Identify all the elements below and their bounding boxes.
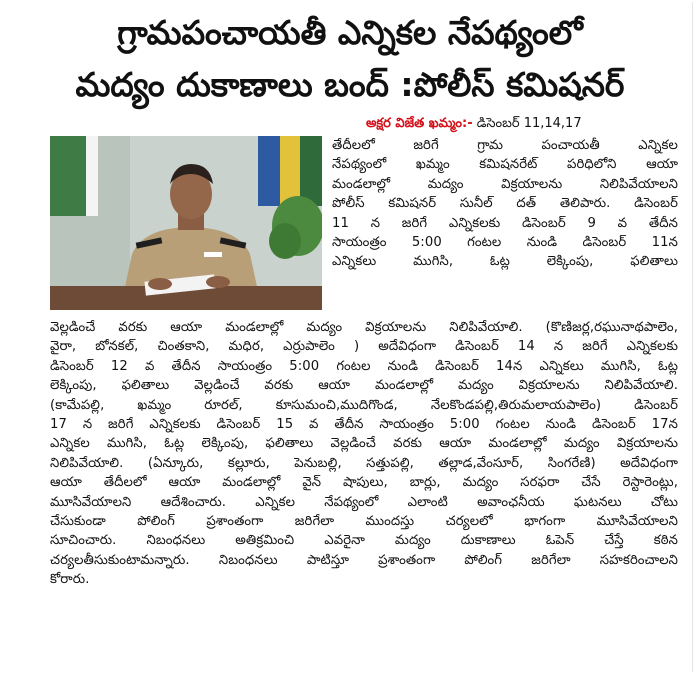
- article-line: నేపథ్యంలో ఖమ్మం కమిషనరేట్ పరిధిలోని ఆయా: [332, 157, 678, 173]
- article-line: 17 న జరిగే ఎన్నికలకు డిసెంబర్ 15 వ తేదీన సాయంత్రం 5:00 గంటల నుండి డిసెంబర్ 17న: [50, 416, 678, 432]
- article-line: తేదీలలో జరిగే గ్రామ పంచాయతీ ఎన్నికల: [332, 138, 678, 153]
- byline-source: అక్షర విజేత ఖమ్మం:-: [366, 116, 473, 131]
- article-line: సూచించారు. నిబంధనలు అతిక్రమించి ఎవరైనా మద్యం దుకాణాలు ఓపెన్ చేస్తే కఠిన: [50, 533, 678, 549]
- article-line: పోలీస్ కమిషనర్ సునీల్ దత్ తెలిపారు. డిసెంబర్: [332, 196, 678, 212]
- byline-lead: డిసెంబర్ 11,14,17: [476, 116, 582, 131]
- article-line: డిసెంబర్ 12 వ తేదీన సాయంత్రం 5:00 గంటల నుండి డిసెంబర్ 14న ఎన్నికలు ముగిసి, ఓట్ల: [50, 358, 678, 374]
- article-line: చర్యలతీసుకుంటామన్నారు. నిబంధనలు పాటిస్తూ ప్రశాంతంగా పోలింగ్ జరిగేలా సహకరించాలని: [50, 552, 678, 568]
- police-commissioner-photo: [50, 136, 322, 310]
- article-body-right-column: [332, 136, 678, 272]
- article-line: చేసుకుండా పోలింగ్ ప్రశాంతంగా జరిగేలా ముందస్తు చర్యలలో భాగంగా మూసివేయాలని: [50, 513, 678, 529]
- article-line: ఆయా తేదీలలో ఆయా మండలాల్లో వైన్ షాపులు, బార్లు, మద్యం సరఫరా చేసే రెస్టారెంట్లు,: [50, 475, 678, 491]
- article-line: (కామేపల్లి, ఖమ్మం రూరల్, కూసుమంచి,ముదిగొండ, నేలకొండపల్లి,తిరుమలాయపాలెం) డిసెంబర్: [50, 397, 678, 413]
- article-line: లెక్కింపు, ఫలితాలు వెల్లడించే వరకు ఆయా మండలాల్లో మద్యం విక్రయాలను నిలిపివేయాలి.: [50, 378, 678, 394]
- byline: [366, 116, 582, 134]
- article-line: 11 న జరిగే ఎన్నికలకు డిసెంబర్ 9 వ తేదీన: [332, 215, 678, 231]
- headline-line-1: గ్రామపంచాయతీ ఎన్నికల నేపథ్యంలో: [117, 13, 583, 52]
- article-line: మూసివేయాలని ఆదేశించారు. ఎన్నికల నేపథ్యంలో ఎలాంటి అవాంఛనీయ ఘటనలు చోటు: [50, 494, 678, 510]
- article-line: నిలిపివేయాలి. (ఏన్కూరు, కల్లూరు, పెనుబల్లి, సత్తుపల్లి, తల్లాడ,వేంసూర్, సింగరేణి) అదేవిధంగా: [50, 455, 678, 471]
- article-line: వైరా, బోనకల్, చింతకాని, మధిర, ఎర్రుపాలెం ) అదేవిధంగా డిసెంబర్ 14 న జరిగే ఎన్నికలకు: [50, 339, 678, 355]
- article-line: వెల్లడించే వరకు ఆయా మండలాల్లో మద్యం విక్రయాలను నిలిపివేయాలి. (కొణిజర్ల,రఘునాథపాలెం,: [50, 320, 678, 335]
- article-line: సాయంత్రం 5:00 గంటల నుండి డిసెంబర్ 11న: [332, 234, 678, 250]
- article-line: ఎన్నికలు ముగిసి, ఓట్ల లెక్కింపు, ఫలితాలు: [332, 254, 678, 270]
- police-officer-photo-illustration: [50, 136, 322, 310]
- article-body-full-width: [50, 318, 678, 589]
- article-last-line: కోరారు.: [50, 572, 90, 588]
- headline-line-2: మద్యం దుకాణాలు బంద్ :పోలీస్ కమిషనర్: [75, 65, 625, 104]
- article-line: ఎన్నికల ముగిసి, ఓట్ల లెక్కింపు, ఫలితాలు వెల్లడించే వరకు ఆయా మండలాల్లో మద్యం విక్రయాలను: [50, 436, 678, 452]
- article-line: మండలాల్లో మద్యం విక్రయాలను నిలిపివేయాలని: [332, 176, 678, 192]
